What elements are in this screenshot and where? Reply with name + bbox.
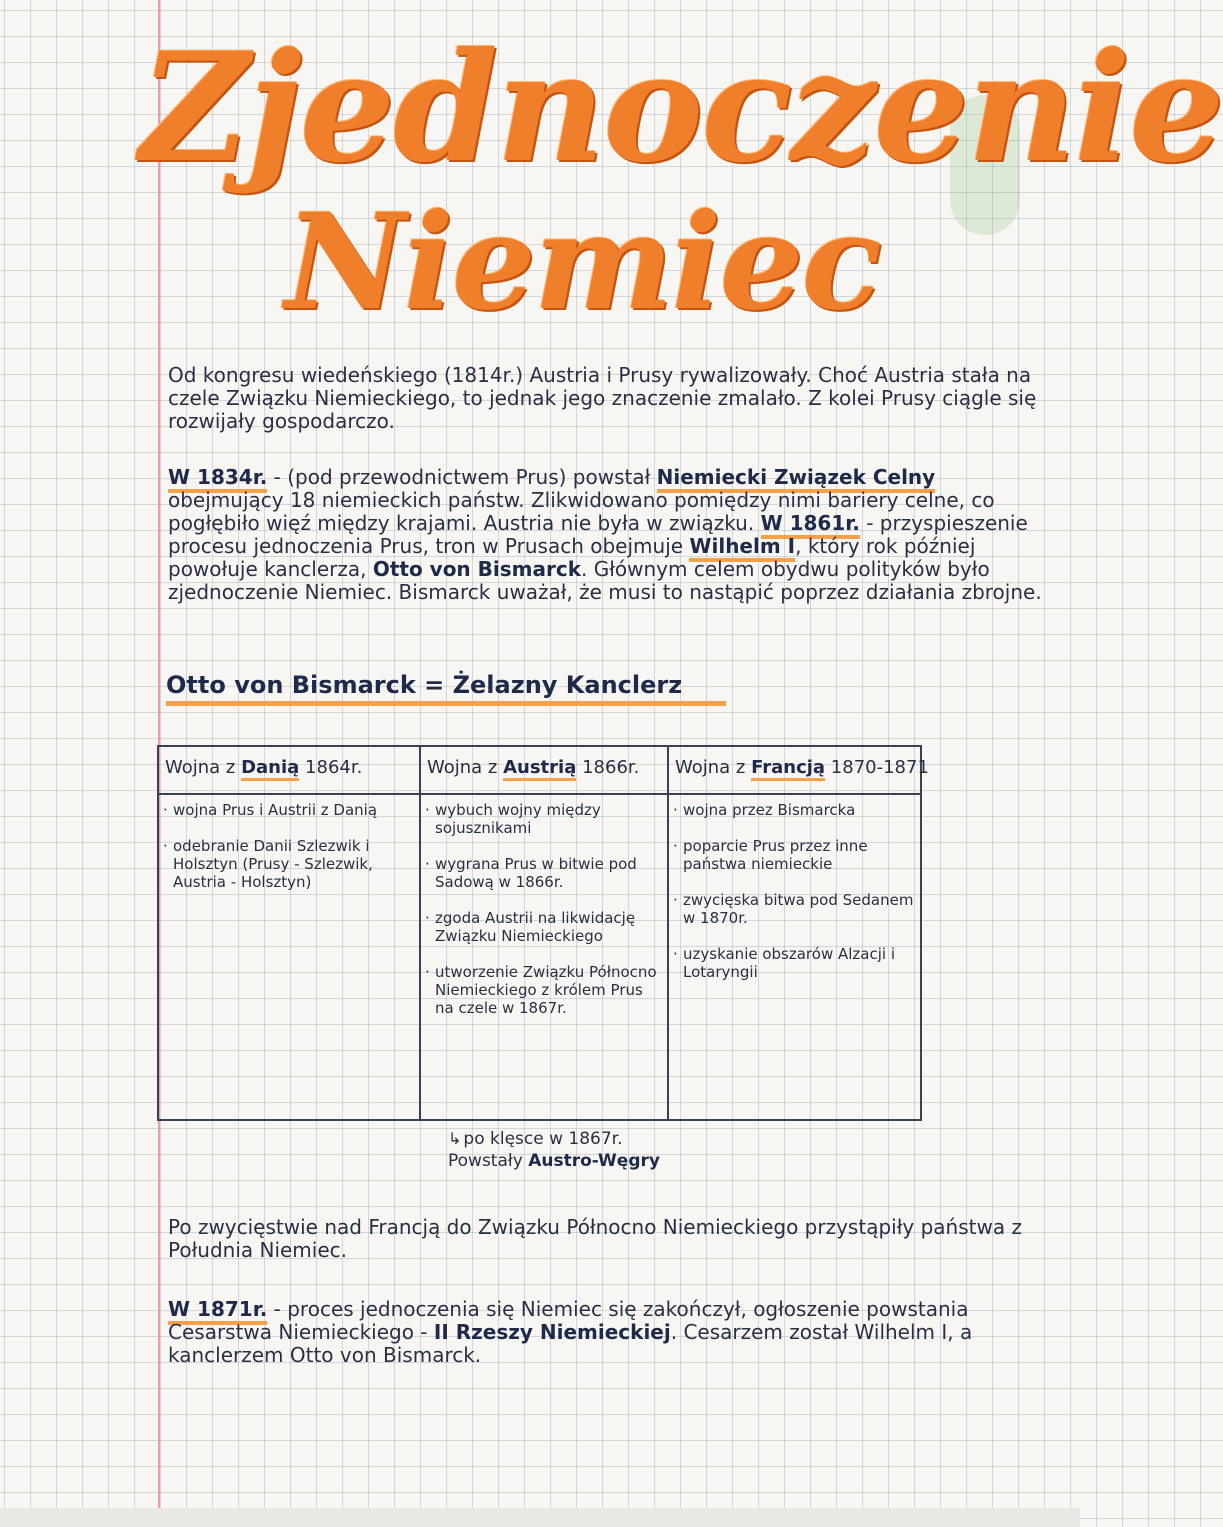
fact-list xyxy=(421,795,667,1017)
year-1871: W 1871r. xyxy=(168,1297,267,1325)
list-item: · zwycięska bitwa pod Sedanem w 1870r. xyxy=(677,891,914,927)
header-year: 1864r. xyxy=(299,757,363,778)
column-header xyxy=(159,747,419,795)
header-country: Francją xyxy=(751,757,825,781)
note-text: Powstały xyxy=(448,1151,529,1171)
page-title-line1: Zjednoczenie xyxy=(140,20,1223,196)
list-item: · zgoda Austrii na likwidację Związku Niemieckiego xyxy=(429,909,661,945)
header-country: Danią xyxy=(241,757,299,781)
table-column-austria xyxy=(419,747,667,1119)
column-header xyxy=(421,747,667,795)
header-country: Austrią xyxy=(503,757,576,781)
list-item: · uzyskanie obszarów Alzacji i Lotaryngii xyxy=(677,945,914,981)
text-segment: obejmujący 18 niemieckich państw. Zlikwidowano pomiędzy nimi bariery celne, co pogłębiło więź między krajami. Austria nie była w związku. xyxy=(168,488,995,535)
header-year: 1870-1871 xyxy=(825,757,929,778)
austria-hungary-note xyxy=(448,1128,660,1172)
text-segment: - (pod przewodnictwem Prus) powstał xyxy=(267,465,657,489)
page-title-line2: Niemiec xyxy=(285,185,880,340)
header-text: Wojna z xyxy=(675,757,752,778)
page-bottom-edge xyxy=(0,1508,1080,1527)
text-segment: . Cesarzem został Wilhelm I, a kanclerzem Otto von Bismarck. xyxy=(168,1320,973,1367)
list-item: · wojna Prus i Austrii z Danią xyxy=(167,801,413,819)
wars-table xyxy=(157,745,929,1121)
list-item: · utworzenie Związku Północno Niemieckiego z królem Prus na czele w 1867r. xyxy=(429,963,661,1017)
otto-von-bismarck: Otto von Bismarck xyxy=(372,557,581,581)
list-item: · wybuch wojny między sojusznikami xyxy=(429,801,661,837)
customs-union: Niemiecki Związek Celny xyxy=(657,465,936,493)
fact-list xyxy=(159,795,419,891)
year-1861: W 1861r. xyxy=(761,511,860,539)
austro-hungary: Austro-Węgry xyxy=(528,1151,660,1171)
header-year: 1866r. xyxy=(576,757,640,778)
header-text: Wojna z xyxy=(165,757,242,778)
year-1834: W 1834r. xyxy=(168,465,267,493)
note-line-2 xyxy=(448,1150,660,1172)
header-text: Wojna z xyxy=(427,757,504,778)
text-segment: , który rok później powołuje kanclerza, xyxy=(168,534,976,581)
intro-paragraph-1: Od kongresu wiedeńskiego (1814r.) Austria i Prusy rywalizowały. Choć Austria stała na czele Związku Niemieckiego, to jednak jego znaczenie zmalało. Z kolei Prusy ciągle się rozwijały gospodarczo. xyxy=(168,363,1037,433)
list-item: · wygrana Prus w bitwie pod Sadową w 1866r. xyxy=(429,855,661,891)
list-item: · wojna przez Bismarcka xyxy=(677,801,914,819)
table-column-france xyxy=(667,747,929,1119)
second-reich: II Rzeszy Niemieckiej xyxy=(433,1320,671,1344)
list-item: · poparcie Prus przez inne państwa niemieckie xyxy=(677,837,914,873)
text-segment: . Głównym celem obydwu polityków było zjednoczenie Niemiec. Bismarck uważał, że musi to nastąpić poprzez działania zbrojne. xyxy=(168,557,1042,604)
text-segment: - proces jednoczenia się Niemiec się zakończył, ogłoszenie powstania Cesarstwa Niemieckiego - xyxy=(168,1297,969,1344)
outro-paragraph-1: Po zwycięstwie nad Francją do Związku Północno Niemieckiego przystąpiły państwa z Południa Niemiec. xyxy=(168,1215,1022,1262)
intro-paragraph-2 xyxy=(168,466,1048,604)
note-text: po klęsce w 1867r. xyxy=(463,1129,623,1149)
column-header xyxy=(669,747,929,795)
note-line-1 xyxy=(448,1128,660,1150)
section-heading: Otto von Bismarck = Żelazny Kanclerz xyxy=(166,669,726,706)
arrow-icon: ↳ xyxy=(448,1129,462,1148)
text-segment: - przyspieszenie procesu jednoczenia Prus, tron w Prusach obejmuje xyxy=(168,511,1028,558)
fact-list xyxy=(669,795,920,981)
table-column-denmark xyxy=(159,747,419,1119)
list-item: · odebranie Danii Szlezwik i Holsztyn (Prusy - Szlezwik, Austria - Holsztyn) xyxy=(167,837,413,891)
wilhelm-i: Wilhelm I xyxy=(689,534,795,562)
outro-paragraph-2 xyxy=(168,1298,1048,1367)
